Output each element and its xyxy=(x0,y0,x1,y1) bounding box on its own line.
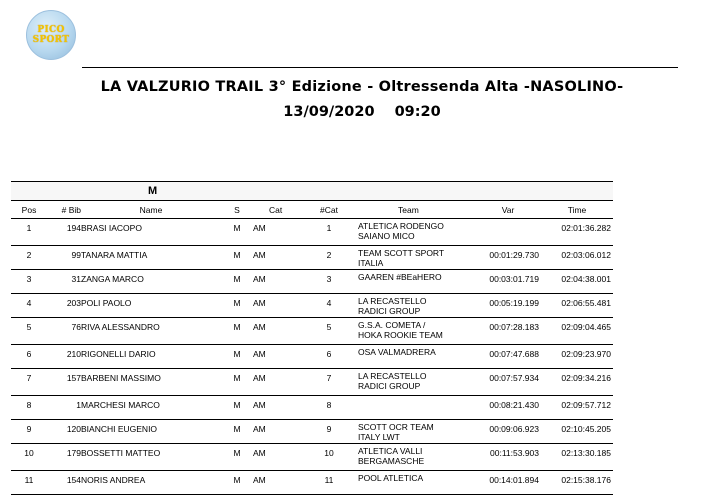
cell-cat: AM xyxy=(253,424,266,434)
cell-name: POLI PAOLO xyxy=(81,298,132,308)
cell-team xyxy=(358,371,427,391)
table-row xyxy=(11,396,613,420)
logo-text-line1: PICO xyxy=(37,25,65,35)
cell-sex: M xyxy=(233,250,241,260)
cell-name: RIGONELLI DARIO xyxy=(81,349,156,359)
col-bib: # Bib xyxy=(61,205,81,215)
cell-ncat: 6 xyxy=(326,349,332,359)
col-cat: Cat xyxy=(269,205,283,215)
cell-name: TANARA MATTIA xyxy=(81,250,148,260)
cell-ncat: 5 xyxy=(326,322,332,332)
cell-time: 02:09:57.712 xyxy=(561,400,611,410)
cell-team xyxy=(358,296,427,316)
results-rows xyxy=(11,219,613,495)
table-row xyxy=(11,270,613,294)
cell-bib: 76 xyxy=(71,322,81,332)
team-line: RADICI GROUP xyxy=(358,381,421,391)
team-line: TEAM SCOTT SPORT xyxy=(358,248,445,258)
team-line: ITALIA xyxy=(358,258,384,268)
cell-time: 02:04:38.001 xyxy=(561,274,611,284)
table-row xyxy=(11,294,613,318)
cell-sex: M xyxy=(233,223,241,233)
team-line: OSA VALMADRERA xyxy=(358,347,436,357)
cell-time: 02:03:06.012 xyxy=(561,250,611,260)
cell-sex: M xyxy=(233,475,241,485)
cell-pos: 3 xyxy=(26,274,32,284)
team-line: GAAREN #BEaHERO xyxy=(358,272,442,282)
team-line: ATLETICA VALLI xyxy=(358,446,423,456)
race-time: 09:20 xyxy=(394,104,441,120)
col-name: Name xyxy=(139,205,163,215)
cell-bib: 120 xyxy=(66,424,81,434)
team-line: ITALY LWT xyxy=(358,432,400,442)
cell-team xyxy=(358,473,423,483)
cell-bib: 179 xyxy=(66,448,81,458)
cell-cat: AM xyxy=(253,448,266,458)
race-title: LA VALZURIO TRAIL 3° Edizione - Oltressenda Alta -NASOLINO- xyxy=(100,79,624,95)
cell-pos: 10 xyxy=(24,448,34,458)
cell-team xyxy=(358,347,436,357)
cell-name: BRASI IACOPO xyxy=(81,223,142,233)
cell-sex: M xyxy=(233,448,241,458)
cell-var: 00:14:01.894 xyxy=(489,475,539,485)
cell-bib: 154 xyxy=(66,475,81,485)
cell-var: 00:09:06.923 xyxy=(489,424,539,434)
team-line: LA RECASTELLO xyxy=(358,296,427,306)
table-row xyxy=(11,471,613,495)
table-row xyxy=(11,444,613,471)
cell-sex: M xyxy=(233,349,241,359)
col-time: Time xyxy=(567,205,587,215)
race-datetime xyxy=(0,104,724,120)
cell-time: 02:10:45.205 xyxy=(561,424,611,434)
cell-pos: 8 xyxy=(26,400,32,410)
cell-ncat: 9 xyxy=(326,424,332,434)
cell-ncat: 1 xyxy=(326,223,332,233)
cell-ncat: 11 xyxy=(324,475,334,485)
cell-name: NORIS ANDREA xyxy=(81,475,146,485)
cell-bib: 203 xyxy=(66,298,81,308)
cell-ncat: 3 xyxy=(326,274,332,284)
cell-time: 02:06:55.481 xyxy=(561,298,611,308)
cell-time: 02:01:36.282 xyxy=(561,223,611,233)
team-line: SCOTT OCR TEAM xyxy=(358,422,434,432)
cell-pos: 2 xyxy=(26,250,32,260)
cell-cat: AM xyxy=(253,475,266,485)
cell-team xyxy=(358,422,434,442)
team-line: HOKA ROOKIE TEAM xyxy=(358,330,443,340)
team-line: LA RECASTELLO xyxy=(358,371,427,381)
cell-name: BIANCHI EUGENIO xyxy=(81,424,158,434)
col-var: Var xyxy=(501,205,515,215)
col-sex: S xyxy=(234,205,240,215)
cell-var: 00:08:21.430 xyxy=(489,400,539,410)
cell-bib: 157 xyxy=(66,373,81,383)
cell-cat: AM xyxy=(253,274,266,284)
cell-pos: 6 xyxy=(26,349,32,359)
cell-sex: M xyxy=(233,298,241,308)
cell-name: ZANGA MARCO xyxy=(81,274,144,284)
cell-var: 00:07:28.183 xyxy=(489,322,539,332)
table-row xyxy=(11,369,613,396)
cell-ncat: 10 xyxy=(324,448,334,458)
team-line: SAIANO MICO xyxy=(358,231,415,241)
cell-name: MARCHESI MARCO xyxy=(81,400,160,410)
cell-time: 02:15:38.176 xyxy=(561,475,611,485)
column-header-row xyxy=(11,201,613,219)
team-line: RADICI GROUP xyxy=(358,306,421,316)
cell-cat: AM xyxy=(253,298,266,308)
cell-cat: AM xyxy=(253,250,266,260)
cell-cat: AM xyxy=(253,322,266,332)
cell-team xyxy=(358,272,442,282)
col-ncat: #Cat xyxy=(320,205,338,215)
cell-name: BARBENI MASSIMO xyxy=(81,373,161,383)
table-row xyxy=(11,345,613,369)
col-pos: Pos xyxy=(21,205,37,215)
cell-var: 00:11:53.903 xyxy=(490,448,539,458)
team-line: G.S.A. COMETA / xyxy=(358,320,426,330)
table-row xyxy=(11,318,613,345)
cell-sex: M xyxy=(233,274,241,284)
cell-pos: 11 xyxy=(24,475,34,485)
cell-sex: M xyxy=(233,424,241,434)
cell-var: 00:01:29.730 xyxy=(489,250,539,260)
table-row xyxy=(11,219,613,246)
cell-time: 02:09:23.970 xyxy=(561,349,611,359)
team-line: BERGAMASCHE xyxy=(358,456,425,466)
cell-ncat: 8 xyxy=(326,400,332,410)
cell-var: 00:07:57.934 xyxy=(489,373,539,383)
cell-var: 00:03:01.719 xyxy=(489,274,539,284)
table-row xyxy=(11,246,613,270)
cell-name: BOSSETTI MATTEO xyxy=(81,448,161,458)
cell-team xyxy=(358,446,424,466)
team-line: POOL ATLETICA xyxy=(358,473,424,483)
group-header: M xyxy=(11,181,613,201)
cell-bib: 1 xyxy=(76,400,81,410)
cell-sex: M xyxy=(233,400,241,410)
cell-bib: 99 xyxy=(71,250,81,260)
cell-team xyxy=(358,320,443,340)
cell-ncat: 7 xyxy=(326,373,332,383)
cell-time: 02:13:30.185 xyxy=(561,448,611,458)
team-line: ATLETICA RODENGO xyxy=(358,221,444,231)
cell-team xyxy=(358,221,444,241)
cell-cat: AM xyxy=(253,349,266,359)
cell-bib: 31 xyxy=(71,274,81,284)
table-row xyxy=(11,420,613,444)
cell-name: RIVA ALESSANDRO xyxy=(81,322,160,332)
cell-var: 00:05:19.199 xyxy=(489,298,539,308)
cell-ncat: 2 xyxy=(326,250,332,260)
cell-team xyxy=(358,248,444,268)
cell-pos: 1 xyxy=(26,223,32,233)
cell-cat: AM xyxy=(253,373,266,383)
cell-cat: AM xyxy=(253,400,266,410)
logo-text-line2: SPORT xyxy=(32,35,70,45)
cell-time: 02:09:04.465 xyxy=(561,322,611,332)
cell-sex: M xyxy=(233,322,241,332)
cell-pos: 5 xyxy=(26,322,32,332)
race-date: 13/09/2020 xyxy=(283,104,375,120)
cell-pos: 7 xyxy=(26,373,32,383)
cell-time: 02:09:34.216 xyxy=(561,373,611,383)
cell-ncat: 4 xyxy=(326,298,332,308)
cell-sex: M xyxy=(233,373,241,383)
header-rule xyxy=(82,67,678,68)
cell-bib: 194 xyxy=(66,223,81,233)
pico-sport-logo xyxy=(26,10,76,60)
cell-cat: AM xyxy=(253,223,266,233)
cell-pos: 4 xyxy=(26,298,32,308)
cell-bib: 210 xyxy=(66,349,81,359)
cell-pos: 9 xyxy=(26,424,32,434)
col-team: Team xyxy=(398,205,419,215)
results-table xyxy=(11,181,613,495)
cell-var: 00:07:47.688 xyxy=(489,349,539,359)
